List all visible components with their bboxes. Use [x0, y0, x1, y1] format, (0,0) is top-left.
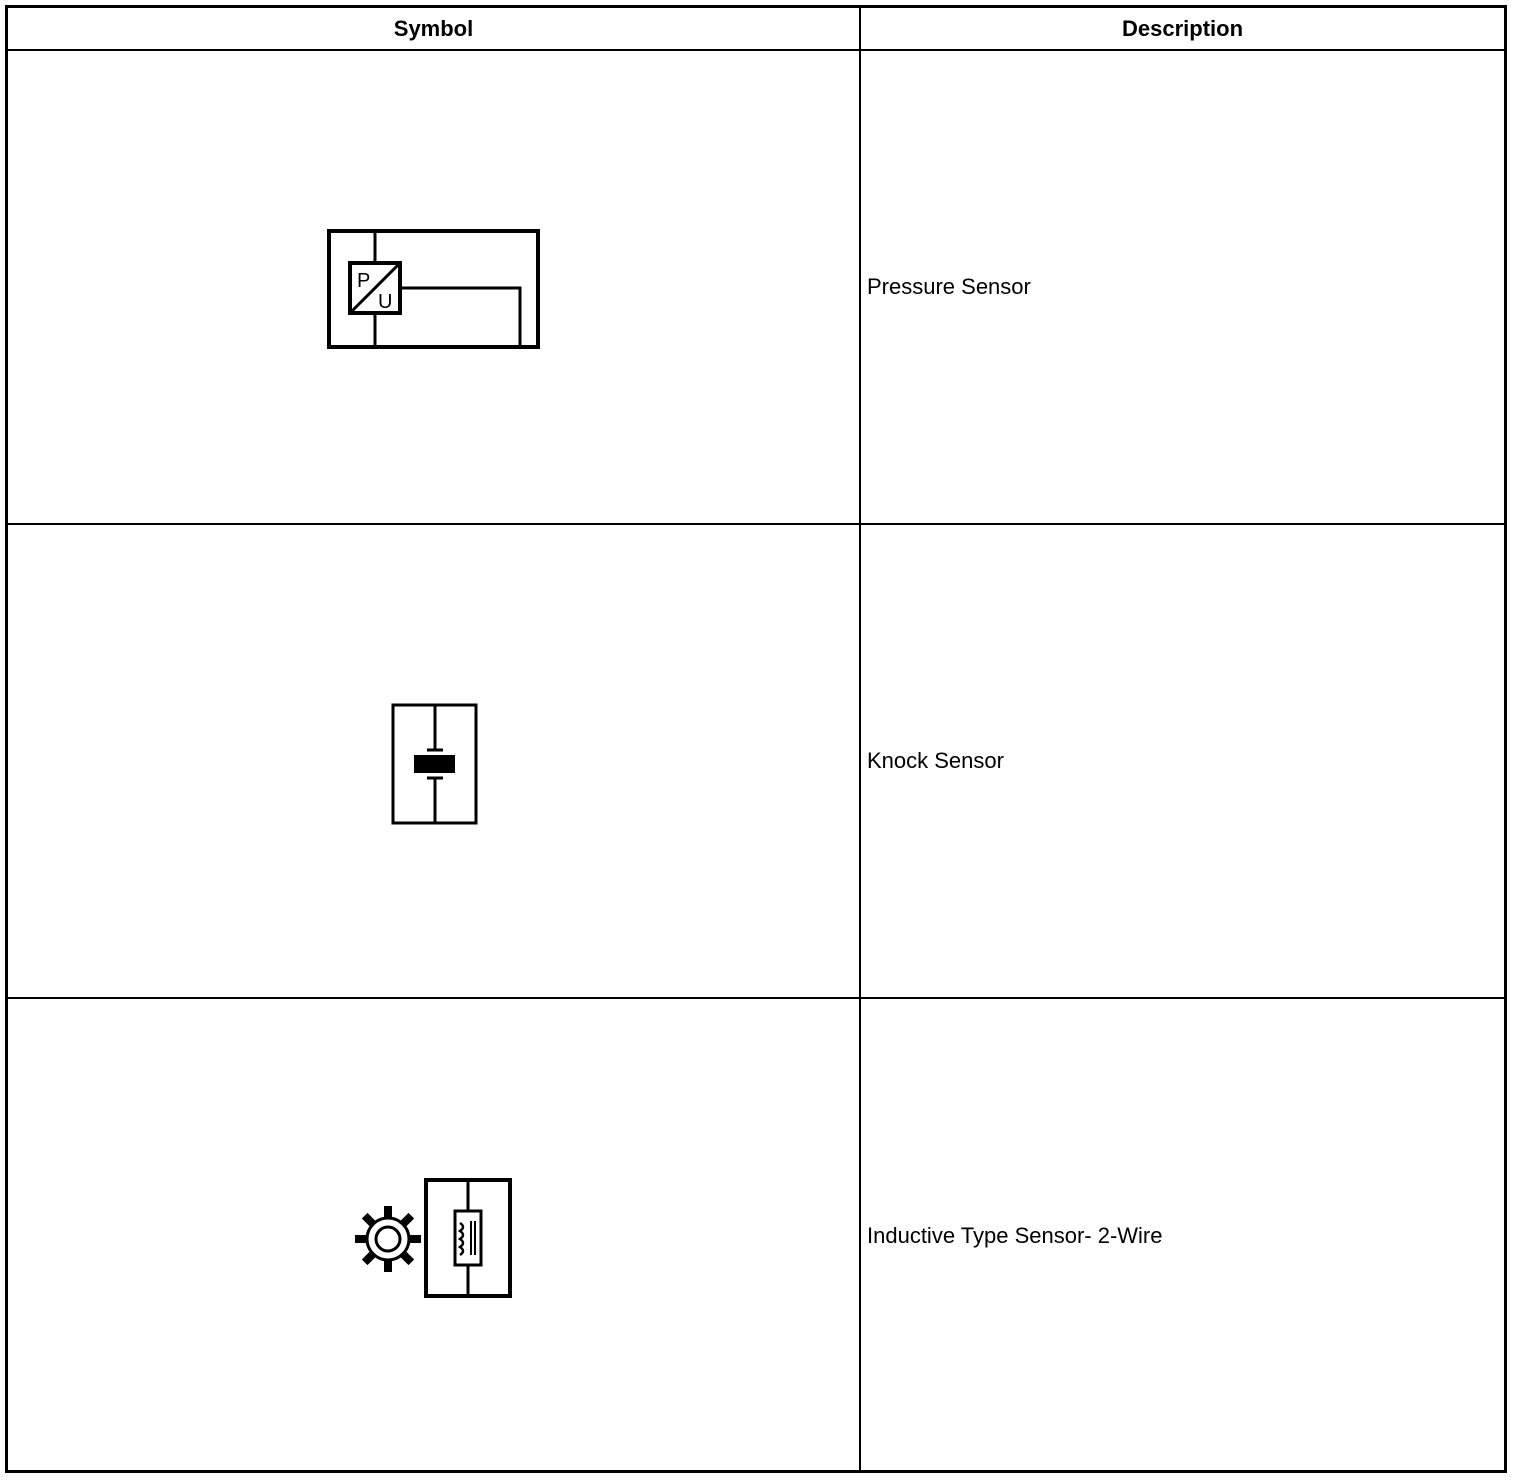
table-row — [8, 51, 1504, 525]
symbol-cell — [8, 51, 861, 523]
table-row — [8, 525, 1504, 999]
symbol-table — [5, 5, 1507, 1473]
symbol-letter-u: U — [378, 291, 393, 313]
description-text: Knock Sensor — [867, 748, 1004, 773]
table-row — [8, 999, 1504, 1473]
knock-sensor-symbol-icon — [8, 525, 861, 999]
pressure-sensor-symbol-icon — [8, 51, 861, 525]
description-text: Inductive Type Sensor- 2-Wire — [867, 1223, 1163, 1248]
symbol-cell — [8, 999, 861, 1473]
description-column-header: Description — [1121, 15, 1244, 41]
inductive-sensor-symbol-icon — [8, 999, 861, 1473]
description-cell — [861, 525, 1504, 997]
table-header-row — [8, 8, 1504, 51]
description-cell — [861, 51, 1504, 523]
symbol-cell — [8, 525, 861, 997]
description-cell — [861, 999, 1504, 1473]
gear-icon — [355, 1206, 421, 1272]
description-text: Pressure Sensor — [867, 274, 1031, 299]
symbol-column-header: Symbol — [8, 8, 861, 49]
symbol-letter-p: P — [357, 270, 371, 292]
